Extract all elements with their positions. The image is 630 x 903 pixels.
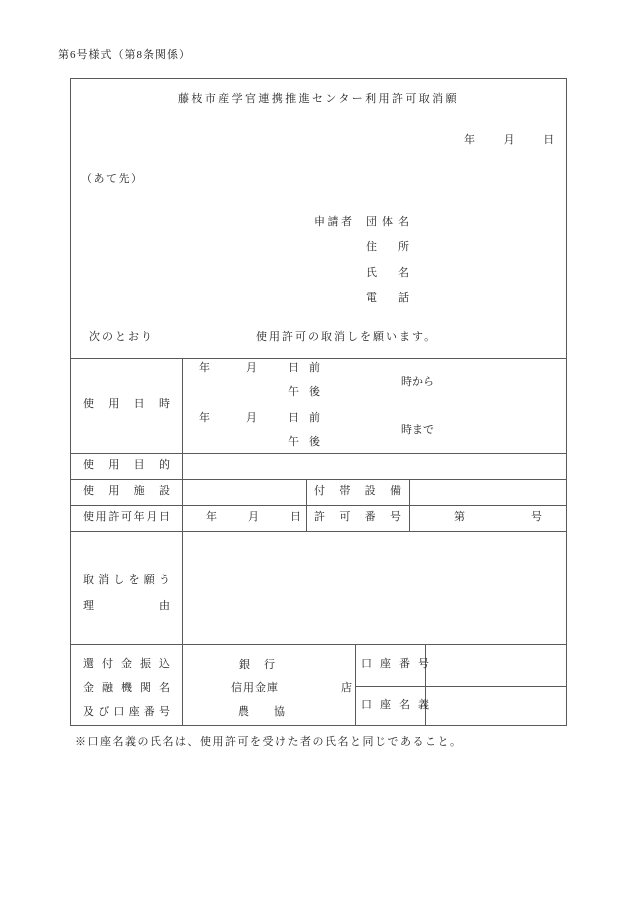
cancel-reason-label-line2: 理由 xyxy=(83,600,170,612)
form-outer-box xyxy=(70,78,567,726)
usage-facility-label: 使用施設 xyxy=(83,485,170,497)
branch-suffix-label: 店 xyxy=(341,682,352,694)
facility-column-divider-1 xyxy=(306,479,307,531)
row-divider-datetime xyxy=(71,453,566,454)
row-divider-permit xyxy=(71,531,566,532)
row-divider-top xyxy=(71,358,566,359)
refund-column-divider-2 xyxy=(425,644,426,726)
to-month-label: 月 xyxy=(246,412,257,424)
applicant-field-phone: 電話 xyxy=(366,292,409,304)
usage-purpose-label: 使用目的 xyxy=(83,459,170,471)
form-title: 藤枝市産学官連携推進センター利用許可取消願 xyxy=(178,93,459,105)
footnote: ※口座名義の氏名は、使用許可を受けた者の氏名と同じであること。 xyxy=(75,736,463,748)
row-divider-purpose xyxy=(71,479,566,480)
permit-date-label: 使用許可年月日 xyxy=(83,511,170,523)
from-year-label: 年 xyxy=(199,362,210,374)
credit-union-option-label: 信用金庫 xyxy=(231,682,279,694)
label-column-divider xyxy=(182,358,183,726)
refund-label-line1: 還付金振込 xyxy=(83,658,170,670)
refund-column-divider-1 xyxy=(355,644,356,726)
form-number-label: 第6号様式（第8条関係） xyxy=(58,49,191,61)
permit-date-line: 年 月 日 xyxy=(206,511,304,523)
row-divider-facility xyxy=(71,505,566,506)
applicant-field-org-name: 団体名 xyxy=(366,216,409,228)
permit-number-format: 第 号 xyxy=(454,511,542,523)
to-hour-suffix: 時まで xyxy=(401,424,434,436)
refund-label-line3: 及び口座番号 xyxy=(83,706,170,718)
from-am-label: 前 xyxy=(309,362,320,374)
to-pm-label: 後 xyxy=(309,436,320,448)
to-day-label: 日 xyxy=(288,412,299,424)
declaration-lead: 次のとおり xyxy=(89,331,154,343)
from-pm-label: 後 xyxy=(309,386,320,398)
cancel-reason-label-line1: 取消しを願う xyxy=(83,574,170,586)
account-holder-label: 口座名義 xyxy=(361,699,429,711)
from-noon-label: 午 xyxy=(288,386,299,398)
permit-number-label: 許可番号 xyxy=(314,511,401,523)
facility-column-divider-2 xyxy=(409,479,410,531)
from-day-label: 日 xyxy=(288,362,299,374)
account-number-label: 口座番号 xyxy=(361,658,429,670)
refund-label-line2: 金融機関名 xyxy=(83,682,170,694)
attached-equipment-label: 付帯設備 xyxy=(314,485,401,497)
agri-coop-option-label: 農協 xyxy=(238,706,285,718)
applicant-field-name: 氏名 xyxy=(366,267,409,279)
from-month-label: 月 xyxy=(246,362,257,374)
to-year-label: 年 xyxy=(199,412,210,424)
bank-option-label: 銀行 xyxy=(239,659,275,671)
to-noon-label: 午 xyxy=(288,436,299,448)
usage-datetime-label: 使用日時 xyxy=(83,398,170,410)
date-line: 年 月 日 xyxy=(464,134,557,146)
row-divider-account xyxy=(355,686,566,687)
applicant-field-address: 住所 xyxy=(366,241,409,253)
applicant-label: 申請者 xyxy=(314,216,352,228)
row-divider-reason xyxy=(71,644,566,645)
addressee-label: （あて先） xyxy=(81,173,144,185)
from-hour-suffix: 時から xyxy=(401,376,434,388)
declaration-body: 使用許可の取消しを願います。 xyxy=(256,331,438,343)
to-am-label: 前 xyxy=(309,412,320,424)
